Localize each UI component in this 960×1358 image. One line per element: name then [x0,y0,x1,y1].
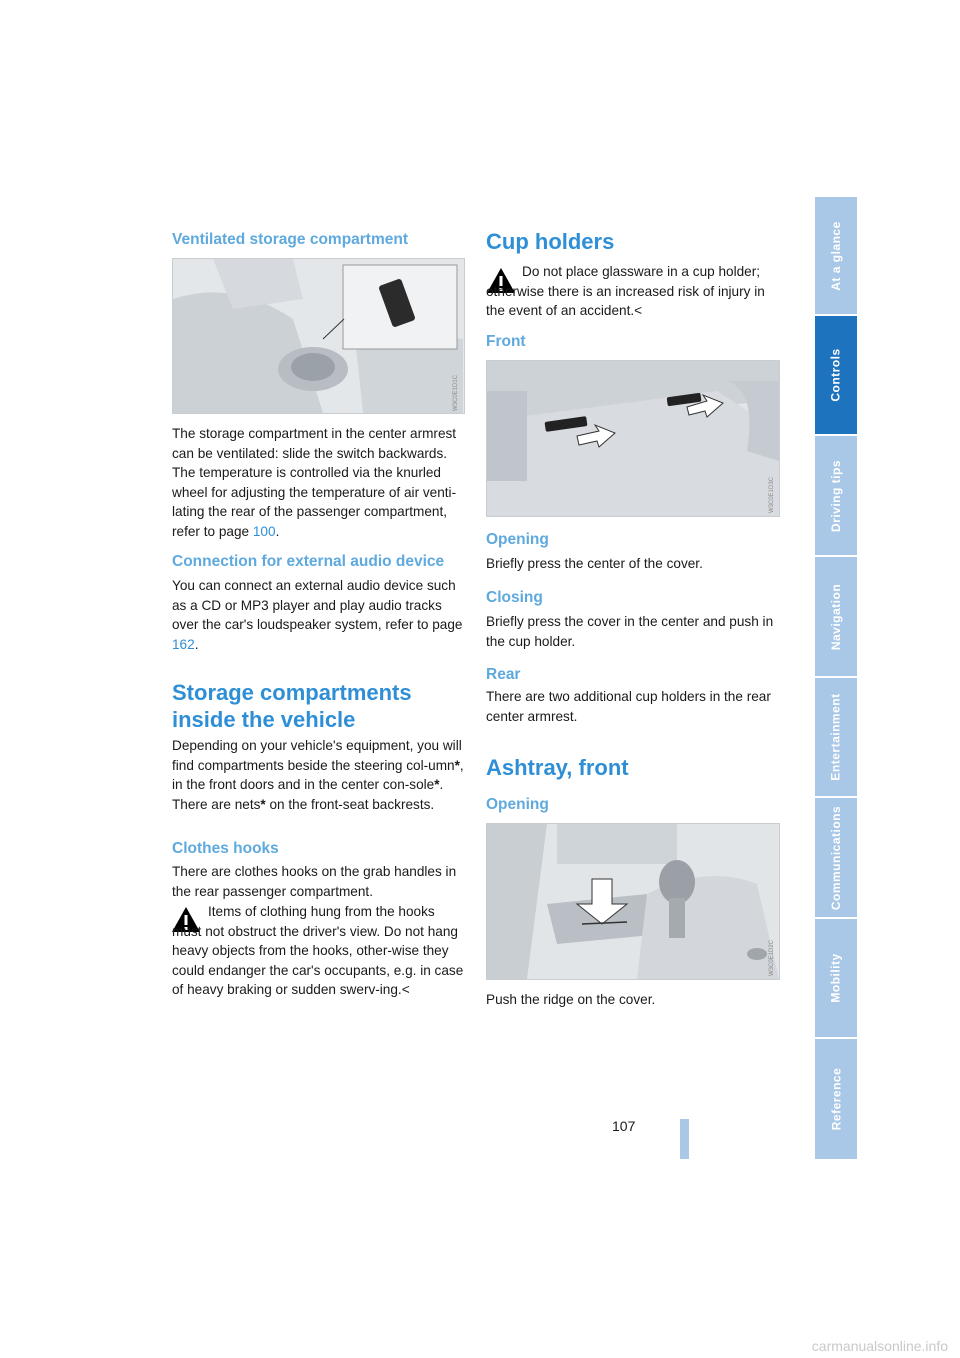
paragraph-clothes-hooks: There are clothes hooks on the grab handles in the rear passenger compartment. [172,864,457,899]
warning-cup-holders: Do not place glassware in a cup holder; otherwise there is an increased risk of injury in the event of an accident.< [486,264,765,318]
paragraph-audio: You can connect an external audio device such as a CD or MP3 player and play audio tracks over the car's loudspeaker system, refer to page 162. [172,578,463,652]
page-number: 107 [612,1118,636,1134]
heading-front: Front [486,333,526,350]
figure-front-cup-holders [486,360,780,517]
paragraph-push-ridge: Push the ridge on the cover. [486,992,656,1007]
dashboard-illustration [487,361,779,516]
figure-ashtray [486,823,780,980]
paragraph-temperature: The temperature is controlled via the knurled wheel for adjusting the temperature of air venti-lating the rear of the passenger compartment, refer to page 100. [172,465,457,539]
heading-cup-holders: Cup holders [486,229,615,254]
watermark-text: carmanualsonline.info [811,1338,948,1354]
tab-mobility[interactable]: Mobility [815,919,857,1037]
ashtray-illustration [487,824,779,979]
heading-rear: Rear [486,666,521,683]
heading-ashtray-front: Ashtray, front [486,755,629,780]
chapter-tabs [815,197,857,1159]
tab-entertainment[interactable]: Entertainment [815,678,857,796]
heading-ventilated-storage: Ventilated storage compartment [172,231,409,248]
footer-watermark [0,1336,960,1358]
page-link-100[interactable]: 100 [252,523,276,539]
tab-navigation[interactable]: Navigation [815,557,857,676]
paragraph-opening: Briefly press the center of the cover. [486,556,703,571]
tab-communications[interactable]: Communications [815,798,857,917]
heading-opening: Opening [486,531,549,548]
figure-code: W3C0E1D2C [769,939,775,976]
paragraph-rear: There are two additional cup holders in the rear center armrest. [486,689,771,724]
armrest-illustration [173,259,464,413]
tab-at-a-glance[interactable]: At a glance [815,197,857,314]
figure-code: W3C0E1D1C [453,374,459,411]
heading-clothes-hooks: Clothes hooks [172,840,279,857]
tab-driving-tips[interactable]: Driving tips [815,436,857,555]
warning-clothes-hooks: Items of clothing hung from the hooks must not obstruct the driver's view. Do not hang heavy objects from the hooks, other-wise they could endanger the car's occupants, e.g. in case of heavy braking or sudden swerv-ing.< [172,904,464,997]
heading-closing: Closing [486,589,543,606]
tab-controls[interactable]: Controls [815,316,857,434]
tab-reference[interactable]: Reference [815,1039,857,1159]
page-number-bar [680,1119,689,1159]
paragraph-ventilated: The storage compartment in the center armrest can be ventilated: slide the switch backwards. [172,426,457,461]
heading-opening: Opening [486,796,549,813]
page-link-162[interactable]: 162 [172,636,195,652]
figure-code: W3C0E1D3C [769,476,775,513]
heading-audio-device: Connection for external audio device [172,553,445,570]
figure-ventilated-compartment [172,258,465,414]
paragraph-closing: Briefly press the cover in the center and push in the cup holder. [486,614,774,649]
heading-storage-compartments: Storage compartments inside the vehicle [172,680,412,732]
paragraph-storage: Depending on your vehicle's equipment, you will find compartments beside the steering col-umn*, in the front doors and in the center con-sole*. There are nets* on the front-seat backrests. [172,738,464,812]
